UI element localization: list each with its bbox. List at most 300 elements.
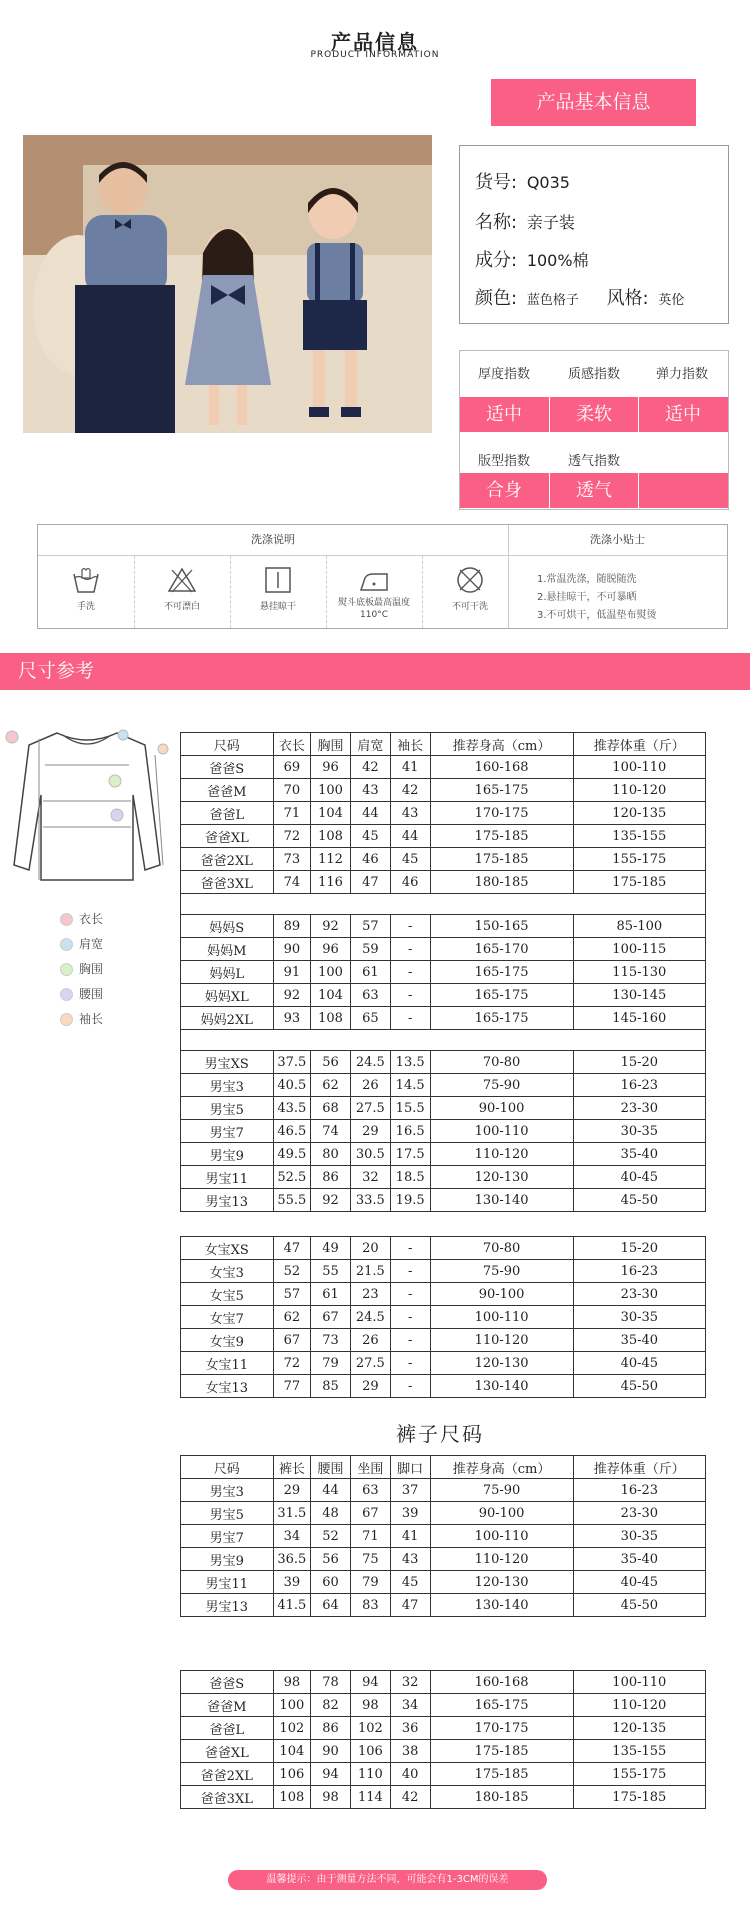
legend-label: 腰围 bbox=[79, 987, 104, 1001]
table-cell: 23-30 bbox=[573, 1502, 705, 1525]
table-cell: 160-168 bbox=[430, 756, 573, 779]
table-cell: 女宝7 bbox=[181, 1306, 274, 1329]
fit-value: 合身 bbox=[486, 480, 522, 501]
table-cell: 100-115 bbox=[573, 938, 705, 961]
table-cell: 112 bbox=[311, 848, 351, 871]
table-cell: 男宝13 bbox=[181, 1594, 274, 1617]
table-row bbox=[181, 1717, 706, 1740]
table-cell: 36.5 bbox=[273, 1548, 311, 1571]
legend-item bbox=[60, 1010, 103, 1027]
table-cell: 86 bbox=[311, 1166, 351, 1189]
table-cell: 45-50 bbox=[573, 1594, 705, 1617]
table-cell: 24.5 bbox=[350, 1051, 390, 1074]
thickness-index-label: 厚度指数 bbox=[477, 367, 530, 382]
product-color-value: 蓝色格子 bbox=[526, 293, 579, 308]
table-cell: 114 bbox=[350, 1786, 390, 1809]
table-cell: 110-120 bbox=[573, 779, 705, 802]
table-cell: 150-165 bbox=[430, 915, 573, 938]
table-cell: - bbox=[390, 1329, 430, 1352]
table-cell: 110 bbox=[350, 1763, 390, 1786]
table-row bbox=[181, 984, 706, 1007]
table-header-cell: 肩宽 bbox=[350, 733, 390, 756]
table-cell: - bbox=[390, 1352, 430, 1375]
wash-item-no-bleach bbox=[134, 556, 231, 628]
table-cell: 14.5 bbox=[390, 1074, 430, 1097]
table-cell: 94 bbox=[350, 1671, 390, 1694]
table-cell: 80 bbox=[311, 1143, 351, 1166]
table-cell: 102 bbox=[350, 1717, 390, 1740]
table-cell: 女宝XS bbox=[181, 1237, 274, 1260]
table-header-cell: 裤长 bbox=[273, 1456, 311, 1479]
table-cell: 90 bbox=[311, 1740, 351, 1763]
table-header-cell: 推荐体重（斤） bbox=[573, 1456, 705, 1479]
table-cell: 106 bbox=[350, 1740, 390, 1763]
table-cell: 135-155 bbox=[573, 1740, 705, 1763]
table-cell: 94 bbox=[311, 1763, 351, 1786]
table-cell: 女宝3 bbox=[181, 1260, 274, 1283]
table-cell: 145-160 bbox=[573, 1007, 705, 1030]
fit-index-label: 版型指数 bbox=[477, 454, 530, 469]
table-cell: 130-145 bbox=[573, 984, 705, 1007]
table-cell: 120-135 bbox=[573, 1717, 705, 1740]
index-values-row-2 bbox=[460, 473, 728, 508]
table-cell: 46 bbox=[390, 871, 430, 894]
section-title: 产品信息 bbox=[331, 30, 419, 54]
table-cell: 74 bbox=[273, 871, 311, 894]
table-spacer-cell bbox=[181, 1030, 706, 1051]
table-cell: 45-50 bbox=[573, 1189, 705, 1212]
table-cell: 116 bbox=[311, 871, 351, 894]
table-cell: 41.5 bbox=[273, 1594, 311, 1617]
wash-title: 洗涤说明 bbox=[251, 533, 295, 546]
table-cell: 86 bbox=[311, 1717, 351, 1740]
table-cell: 62 bbox=[273, 1306, 311, 1329]
table-cell: 175-185 bbox=[430, 1763, 573, 1786]
breathability-value: 透气 bbox=[576, 480, 612, 501]
table-cell: 56 bbox=[311, 1051, 351, 1074]
legend-label: 胸围 bbox=[79, 962, 104, 976]
table-cell: 45 bbox=[350, 825, 390, 848]
table-cell: 104 bbox=[311, 802, 351, 825]
table-cell: 82 bbox=[311, 1694, 351, 1717]
table-cell: 71 bbox=[350, 1525, 390, 1548]
elasticity-index-label: 弹力指数 bbox=[655, 367, 708, 382]
legend-item bbox=[60, 985, 103, 1002]
table-cell: - bbox=[390, 1007, 430, 1030]
hand-wash-icon bbox=[71, 566, 101, 594]
table-cell: 74 bbox=[311, 1120, 351, 1143]
table-cell: - bbox=[390, 1237, 430, 1260]
wash-item-hang-dry bbox=[230, 556, 327, 628]
table-cell: 32 bbox=[350, 1166, 390, 1189]
table-cell: 170-175 bbox=[430, 1717, 573, 1740]
table-cell: 90-100 bbox=[430, 1097, 573, 1120]
table-cell: 男宝5 bbox=[181, 1502, 274, 1525]
table-spacer-row bbox=[181, 1030, 706, 1051]
table-cell: 175-185 bbox=[573, 1786, 705, 1809]
table-row bbox=[181, 825, 706, 848]
table-cell: 65 bbox=[350, 1007, 390, 1030]
table-cell: 130-140 bbox=[430, 1375, 573, 1398]
table-cell: 妈妈L bbox=[181, 961, 274, 984]
table-cell: 100 bbox=[273, 1694, 311, 1717]
table-cell: 106 bbox=[273, 1763, 311, 1786]
table-cell: 33.5 bbox=[350, 1189, 390, 1212]
no-bleach-icon bbox=[167, 566, 197, 594]
table-cell: 30-35 bbox=[573, 1306, 705, 1329]
table-row bbox=[181, 1694, 706, 1717]
table-header-row bbox=[181, 1456, 706, 1479]
table-cell: 110-120 bbox=[430, 1329, 573, 1352]
table-row bbox=[181, 938, 706, 961]
table-cell: 67 bbox=[273, 1329, 311, 1352]
table-row bbox=[181, 1283, 706, 1306]
product-name-label: 名称: bbox=[475, 212, 518, 233]
table-cell: 67 bbox=[311, 1306, 351, 1329]
table-cell: 56 bbox=[311, 1548, 351, 1571]
wash-tip-2: 2.悬挂晾干，不可暴晒 bbox=[537, 592, 637, 603]
table-cell: 21.5 bbox=[350, 1260, 390, 1283]
table-cell: 90-100 bbox=[430, 1283, 573, 1306]
table-cell: 20 bbox=[350, 1237, 390, 1260]
table-cell: 104 bbox=[311, 984, 351, 1007]
no-dry-clean-label: 不可干洗 bbox=[451, 602, 488, 612]
table-cell: 35-40 bbox=[573, 1548, 705, 1571]
table-header-cell: 推荐身高（cm） bbox=[430, 1456, 573, 1479]
table-cell: 104 bbox=[273, 1740, 311, 1763]
table-cell: 46.5 bbox=[273, 1120, 311, 1143]
table-cell: 75-90 bbox=[430, 1479, 573, 1502]
pants-size-table bbox=[180, 1455, 706, 1617]
table-header-cell: 坐围 bbox=[350, 1456, 390, 1479]
table-cell: 42 bbox=[390, 779, 430, 802]
elasticity-value: 适中 bbox=[665, 404, 701, 425]
table-cell: 155-175 bbox=[573, 848, 705, 871]
table-cell: 46 bbox=[350, 848, 390, 871]
table-row bbox=[181, 1051, 706, 1074]
table-cell: - bbox=[390, 1260, 430, 1283]
table-header-cell: 尺码 bbox=[181, 1456, 274, 1479]
table-cell: 爸爸S bbox=[181, 756, 274, 779]
table-cell: 41 bbox=[390, 1525, 430, 1548]
table-cell: 100-110 bbox=[430, 1120, 573, 1143]
table-header-cell: 推荐体重（斤） bbox=[573, 733, 705, 756]
table-row bbox=[181, 1166, 706, 1189]
legend-label: 肩宽 bbox=[79, 937, 104, 951]
table-cell: 110-120 bbox=[430, 1143, 573, 1166]
table-cell: 44 bbox=[311, 1479, 351, 1502]
table-cell: 16-23 bbox=[573, 1260, 705, 1283]
table-cell: 98 bbox=[311, 1786, 351, 1809]
iron-label: 熨斗底板最高温度110°C bbox=[337, 598, 410, 620]
table-cell: 79 bbox=[311, 1352, 351, 1375]
table-cell: 29 bbox=[350, 1120, 390, 1143]
table-cell: 妈妈M bbox=[181, 938, 274, 961]
product-style-value: 英伦 bbox=[658, 293, 685, 308]
table-cell: 93 bbox=[273, 1007, 311, 1030]
table-row bbox=[181, 1479, 706, 1502]
table-cell: 26 bbox=[350, 1329, 390, 1352]
table-cell: 47 bbox=[273, 1237, 311, 1260]
table-row bbox=[181, 1143, 706, 1166]
table-cell: 90 bbox=[273, 938, 311, 961]
table-cell: 71 bbox=[273, 802, 311, 825]
table-cell: 39 bbox=[390, 1502, 430, 1525]
table-cell: 爸爸3XL bbox=[181, 1786, 274, 1809]
table-cell: 79 bbox=[350, 1571, 390, 1594]
table-cell: 68 bbox=[311, 1097, 351, 1120]
breathability-index-label: 透气指数 bbox=[567, 454, 620, 469]
table-cell: 40-45 bbox=[573, 1166, 705, 1189]
table-cell: 180-185 bbox=[430, 1786, 573, 1809]
table-cell: 160-168 bbox=[430, 1671, 573, 1694]
table-header-cell: 袖长 bbox=[390, 733, 430, 756]
table-row bbox=[181, 1525, 706, 1548]
table-row bbox=[181, 1375, 706, 1398]
table-cell: - bbox=[390, 961, 430, 984]
table-header-cell: 尺码 bbox=[181, 733, 274, 756]
table-cell: 男宝13 bbox=[181, 1189, 274, 1212]
table-cell: 110-120 bbox=[573, 1694, 705, 1717]
table-cell: 108 bbox=[311, 825, 351, 848]
table-cell: 77 bbox=[273, 1375, 311, 1398]
table-row bbox=[181, 1237, 706, 1260]
table-cell: 男宝7 bbox=[181, 1525, 274, 1548]
table-cell: 175-185 bbox=[430, 825, 573, 848]
table-cell: 72 bbox=[273, 825, 311, 848]
table-cell: 16-23 bbox=[573, 1479, 705, 1502]
table-row bbox=[181, 779, 706, 802]
product-code-label: 货号: bbox=[475, 172, 518, 193]
table-cell: - bbox=[390, 984, 430, 1007]
table-cell: 爸爸3XL bbox=[181, 871, 274, 894]
table-header-row bbox=[181, 733, 706, 756]
table-cell: 115-130 bbox=[573, 961, 705, 984]
table-cell: 120-130 bbox=[430, 1352, 573, 1375]
fabric-index-box bbox=[459, 350, 729, 510]
iron-icon bbox=[357, 566, 391, 594]
table-cell: 120-130 bbox=[430, 1166, 573, 1189]
table-row bbox=[181, 756, 706, 779]
table-cell: 45 bbox=[390, 1571, 430, 1594]
texture-index-label: 质感指数 bbox=[567, 367, 620, 382]
legend-item bbox=[60, 960, 103, 977]
table-row bbox=[181, 1329, 706, 1352]
table-cell: 43 bbox=[350, 779, 390, 802]
table-row bbox=[181, 1548, 706, 1571]
pants-size-title: 裤子尺码 bbox=[396, 1422, 484, 1446]
table-cell: 100 bbox=[311, 961, 351, 984]
table-cell: 92 bbox=[311, 915, 351, 938]
table-cell: 29 bbox=[273, 1479, 311, 1502]
table-cell: 35-40 bbox=[573, 1329, 705, 1352]
table-cell: 120-130 bbox=[430, 1571, 573, 1594]
table-spacer-row bbox=[181, 894, 706, 915]
table-cell: 49.5 bbox=[273, 1143, 311, 1166]
top-size-table bbox=[180, 732, 706, 1212]
table-cell: 妈妈XL bbox=[181, 984, 274, 1007]
table-cell: 83 bbox=[350, 1594, 390, 1617]
table-cell: 67 bbox=[350, 1502, 390, 1525]
table-cell: 130-140 bbox=[430, 1594, 573, 1617]
table-cell: 43 bbox=[390, 1548, 430, 1571]
table-header-cell: 胸围 bbox=[311, 733, 351, 756]
texture-value: 柔软 bbox=[576, 404, 612, 425]
blue-dot-icon bbox=[60, 938, 73, 951]
table-cell: 爸爸S bbox=[181, 1671, 274, 1694]
table-cell: 42 bbox=[390, 1786, 430, 1809]
warm-tip-badge: 温馨提示：由于测量方法不同，可能会有1-3CM的误差 bbox=[228, 1870, 547, 1890]
table-cell: 45 bbox=[390, 848, 430, 871]
table-cell: 男宝3 bbox=[181, 1074, 274, 1097]
table-cell: 70-80 bbox=[430, 1237, 573, 1260]
table-row bbox=[181, 1189, 706, 1212]
table-cell: 52 bbox=[273, 1260, 311, 1283]
table-cell: 23-30 bbox=[573, 1097, 705, 1120]
table-cell: 165-175 bbox=[430, 984, 573, 1007]
no-dry-clean-icon bbox=[455, 566, 485, 594]
orange-dot-icon bbox=[60, 1013, 73, 1026]
table-cell: 108 bbox=[311, 1007, 351, 1030]
garment-measurement-diagram bbox=[5, 725, 170, 895]
table-row bbox=[181, 1074, 706, 1097]
table-cell: - bbox=[390, 938, 430, 961]
wash-tip-3: 3.不可烘干，低温垫布熨烫 bbox=[537, 610, 657, 621]
table-row bbox=[181, 915, 706, 938]
table-cell: 妈妈S bbox=[181, 915, 274, 938]
table-cell: 75 bbox=[350, 1548, 390, 1571]
table-cell: 30.5 bbox=[350, 1143, 390, 1166]
table-cell: 48 bbox=[311, 1502, 351, 1525]
table-cell: 78 bbox=[311, 1671, 351, 1694]
table-cell: 37 bbox=[390, 1479, 430, 1502]
table-row bbox=[181, 1502, 706, 1525]
table-cell: 49 bbox=[311, 1237, 351, 1260]
table-row bbox=[181, 1120, 706, 1143]
table-cell: 43.5 bbox=[273, 1097, 311, 1120]
table-cell: 18.5 bbox=[390, 1166, 430, 1189]
table-cell: 男宝5 bbox=[181, 1097, 274, 1120]
table-cell: 36 bbox=[390, 1717, 430, 1740]
table-cell: 72 bbox=[273, 1352, 311, 1375]
wash-item-iron bbox=[326, 556, 423, 628]
green-dot-icon bbox=[60, 963, 73, 976]
section-subtitle: PRODUCT INFORMATION bbox=[310, 50, 440, 60]
table-cell: 35-40 bbox=[573, 1143, 705, 1166]
table-cell: 69 bbox=[273, 756, 311, 779]
product-name bbox=[475, 208, 575, 234]
table-row bbox=[181, 1763, 706, 1786]
table-cell: 13.5 bbox=[390, 1051, 430, 1074]
table-cell: 爸爸L bbox=[181, 802, 274, 825]
table-cell: 85 bbox=[311, 1375, 351, 1398]
table-cell: 57 bbox=[273, 1283, 311, 1306]
purple-dot-icon bbox=[60, 988, 73, 1001]
table-cell: 165-175 bbox=[430, 1007, 573, 1030]
table-cell: 38 bbox=[390, 1740, 430, 1763]
table-header-cell: 衣长 bbox=[273, 733, 311, 756]
table-cell: 32 bbox=[390, 1671, 430, 1694]
table-cell: 62 bbox=[311, 1074, 351, 1097]
table-cell: 98 bbox=[350, 1694, 390, 1717]
table-cell: 75-90 bbox=[430, 1260, 573, 1283]
table-cell: 30-35 bbox=[573, 1120, 705, 1143]
table-cell: 92 bbox=[311, 1189, 351, 1212]
table-cell: 男宝9 bbox=[181, 1548, 274, 1571]
index-values-row-1 bbox=[460, 397, 728, 432]
table-cell: 39 bbox=[273, 1571, 311, 1594]
table-row bbox=[181, 1260, 706, 1283]
table-row bbox=[181, 1306, 706, 1329]
table-row bbox=[181, 802, 706, 825]
basic-info-banner: 产品基本信息 bbox=[491, 79, 696, 126]
table-cell: - bbox=[390, 915, 430, 938]
table-header-cell: 腰围 bbox=[311, 1456, 351, 1479]
table-row bbox=[181, 1671, 706, 1694]
table-cell: 女宝9 bbox=[181, 1329, 274, 1352]
table-cell: 180-185 bbox=[430, 871, 573, 894]
table-cell: 52 bbox=[311, 1525, 351, 1548]
table-cell: 175-185 bbox=[430, 1740, 573, 1763]
table-row bbox=[181, 1097, 706, 1120]
table-cell: 40 bbox=[390, 1763, 430, 1786]
no-bleach-label: 不可漂白 bbox=[163, 602, 200, 612]
table-cell: 16-23 bbox=[573, 1074, 705, 1097]
table-cell: 73 bbox=[311, 1329, 351, 1352]
legend-item bbox=[60, 910, 103, 927]
table-cell: 29 bbox=[350, 1375, 390, 1398]
table-cell: 135-155 bbox=[573, 825, 705, 848]
table-cell: 42 bbox=[350, 756, 390, 779]
table-cell: 40-45 bbox=[573, 1352, 705, 1375]
table-cell: 130-140 bbox=[430, 1189, 573, 1212]
table-cell: 165-175 bbox=[430, 961, 573, 984]
table-cell: 女宝13 bbox=[181, 1375, 274, 1398]
table-cell: 98 bbox=[273, 1671, 311, 1694]
table-cell: 37.5 bbox=[273, 1051, 311, 1074]
table-cell: 24.5 bbox=[350, 1306, 390, 1329]
table-row bbox=[181, 961, 706, 984]
table-row bbox=[181, 848, 706, 871]
wash-tip-1: 1.常温洗涤，随脱随洗 bbox=[537, 574, 637, 585]
hang-dry-icon bbox=[264, 566, 292, 594]
table-cell: 23-30 bbox=[573, 1283, 705, 1306]
table-cell: 165-175 bbox=[430, 779, 573, 802]
product-material bbox=[475, 246, 589, 272]
dad-pants-size-table bbox=[180, 1670, 706, 1809]
table-cell: 男宝11 bbox=[181, 1571, 274, 1594]
table-row bbox=[181, 1740, 706, 1763]
table-cell: 59 bbox=[350, 938, 390, 961]
product-material-value: 100%棉 bbox=[526, 251, 589, 270]
table-cell: 165-175 bbox=[430, 1694, 573, 1717]
table-cell: 63 bbox=[350, 1479, 390, 1502]
wash-tips-title: 洗涤小贴士 bbox=[590, 533, 645, 546]
legend-label: 袖长 bbox=[79, 1012, 104, 1026]
table-cell: - bbox=[390, 1283, 430, 1306]
table-cell: 爸爸XL bbox=[181, 1740, 274, 1763]
table-cell: 爸爸2XL bbox=[181, 1763, 274, 1786]
table-cell: 34 bbox=[390, 1694, 430, 1717]
table-cell: 170-175 bbox=[430, 802, 573, 825]
table-row bbox=[181, 1007, 706, 1030]
table-cell: 63 bbox=[350, 984, 390, 1007]
table-cell: 100 bbox=[311, 779, 351, 802]
table-cell: 96 bbox=[311, 938, 351, 961]
table-cell: 26 bbox=[350, 1074, 390, 1097]
table-cell: 60 bbox=[311, 1571, 351, 1594]
table-cell: 57 bbox=[350, 915, 390, 938]
